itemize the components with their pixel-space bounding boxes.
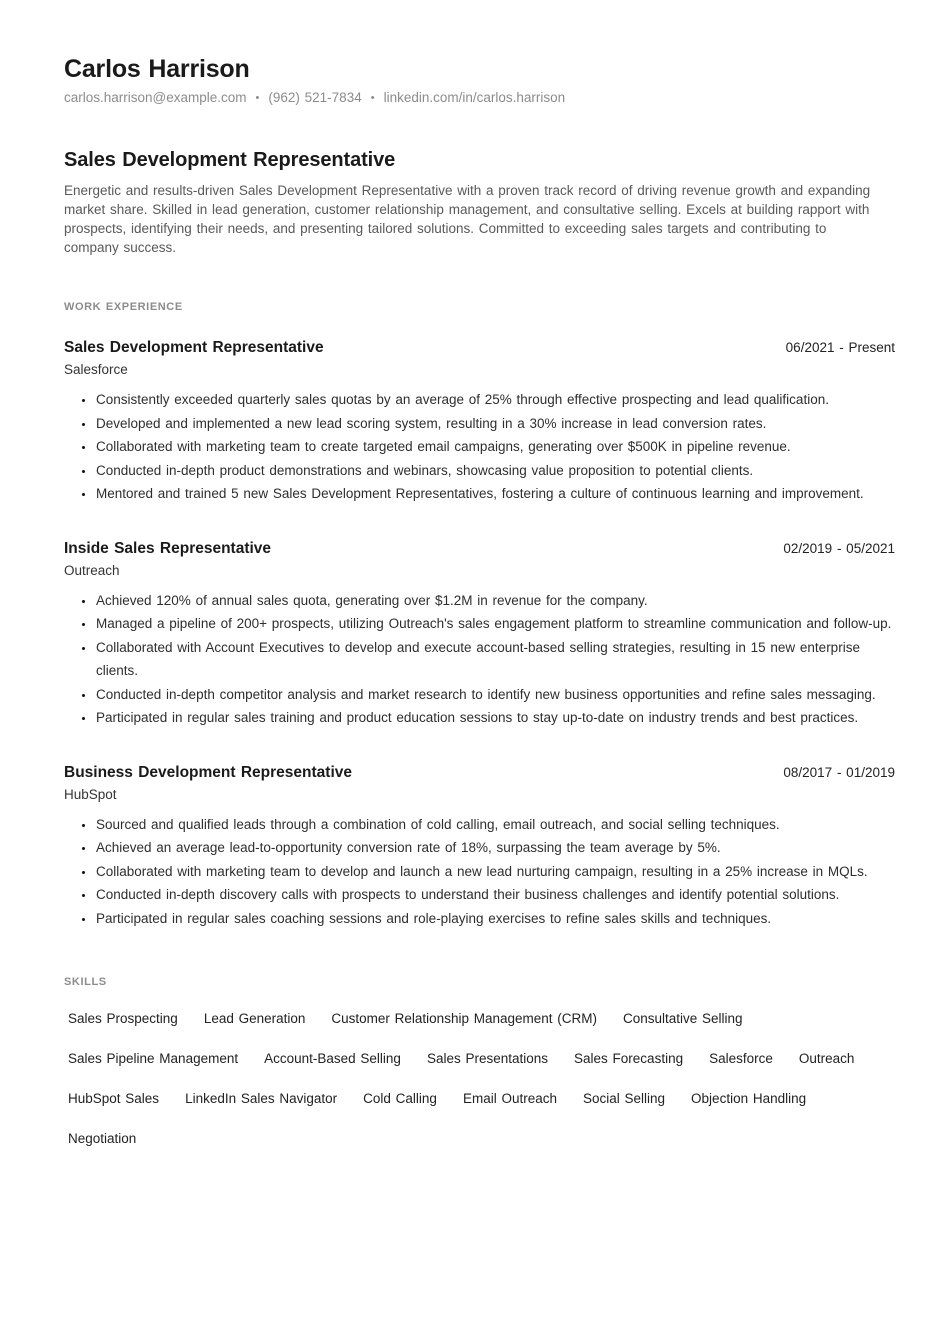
skill-item: Social Selling <box>583 1091 666 1107</box>
job-bullet: • Managed a pipeline of 200+ prospects, utilizing Outreach's sales engagement platform to streamline communication and follow-up. <box>95 612 895 636</box>
job-bullet-list <box>64 388 895 506</box>
resume-header <box>64 54 895 105</box>
skill-item: Cold Calling <box>363 1091 437 1107</box>
job-bullet: • Achieved 120% of annual sales quota, generating over $1.2M in revenue for the company. <box>95 589 895 613</box>
job-bullet: • Participated in regular sales coaching sessions and role-playing exercises to refine sales skills and techniques. <box>95 907 895 931</box>
job-dates: 08/2017 - 01/2019 <box>783 764 895 780</box>
job-bullet: • Conducted in-depth product demonstrations and webinars, showcasing value proposition to potential clients. <box>95 459 895 483</box>
skill-item: Objection Handling <box>691 1091 807 1107</box>
job-bullet: • Collaborated with marketing team to create targeted email campaigns, generating over $500K in pipeline revenue. <box>95 435 895 459</box>
job-bullet: • Participated in regular sales training and product education sessions to stay up-to-date on industry trends and best practices. <box>95 706 895 730</box>
skill-item: Outreach <box>798 1051 855 1067</box>
skill-item: Email Outreach <box>462 1091 557 1107</box>
job-header <box>64 540 895 558</box>
skill-item: Consultative Selling <box>623 1011 743 1027</box>
jobs-list <box>64 339 895 930</box>
job-bullet-list <box>64 813 895 931</box>
skills-list <box>64 1010 895 1148</box>
section-label-skills: SKILLS <box>64 976 107 989</box>
skill-item: Lead Generation <box>203 1011 306 1027</box>
resume-title: Sales Development Representative <box>64 149 396 172</box>
job-bullet: • Consistently exceeded quarterly sales quotas by an average of 25% through effective prospecting and lead qualification. <box>95 388 895 412</box>
job-bullet: • Conducted in-depth discovery calls with prospects to understand their business challenges and identify potential solutions. <box>95 883 895 907</box>
skill-item: Salesforce <box>709 1051 773 1067</box>
skill-item: HubSpot Sales <box>68 1091 160 1107</box>
job-dates: 06/2021 - Present <box>785 340 895 356</box>
contact-email: carlos.harrison@example.com <box>64 90 247 106</box>
skill-item: Account-Based Selling <box>264 1051 401 1067</box>
job-entry <box>64 339 895 506</box>
person-name: Carlos Harrison <box>64 55 250 83</box>
contact-separator-dot: • <box>370 91 375 104</box>
job-bullet-list <box>64 589 895 730</box>
job-entry <box>64 540 895 730</box>
profile-section <box>64 149 895 257</box>
skill-item: Sales Prospecting <box>68 1011 178 1027</box>
section-label-work-experience: WORK EXPERIENCE <box>64 301 183 314</box>
contact-linkedin: linkedin.com/in/carlos.harrison <box>383 90 566 106</box>
job-company: Outreach <box>64 562 120 578</box>
skill-item: Sales Pipeline Management <box>68 1051 239 1067</box>
job-bullet: • Developed and implemented a new lead scoring system, resulting in a 30% increase in lead conversion rates. <box>95 412 895 436</box>
skill-item: Customer Relationship Management (CRM) <box>331 1011 597 1027</box>
job-entry <box>64 764 895 931</box>
job-title: Sales Development Representative <box>64 339 324 357</box>
contact-separator-dot: • <box>255 91 260 104</box>
skill-item: Negotiation <box>68 1131 137 1147</box>
job-company: HubSpot <box>64 786 117 802</box>
work-experience-section <box>64 301 895 930</box>
job-dates: 02/2019 - 05/2021 <box>783 540 895 556</box>
job-bullet: • Conducted in-depth competitor analysis and market research to identify new business opportunities and refine sales messaging. <box>95 683 895 707</box>
skills-section <box>64 976 895 1148</box>
job-bullet: • Achieved an average lead-to-opportunity conversion rate of 18%, surpassing the team average by 5%. <box>95 836 895 860</box>
skill-item: LinkedIn Sales Navigator <box>185 1091 338 1107</box>
skill-item: Sales Presentations <box>426 1051 549 1067</box>
job-company: Salesforce <box>64 362 128 378</box>
contact-phone: (962) 521-7834 <box>268 90 362 106</box>
job-header <box>64 339 895 357</box>
job-bullet: • Collaborated with Account Executives to develop and execute account-based selling strategies, resulting in 15 new enterprise clients. <box>95 636 895 683</box>
job-title: Inside Sales Representative <box>64 539 272 557</box>
job-title: Business Development Representative <box>64 763 352 781</box>
job-bullet: • Mentored and trained 5 new Sales Development Representatives, fostering a culture of continuous learning and improvement. <box>95 482 895 506</box>
job-header <box>64 764 895 782</box>
profile-summary: Energetic and results-driven Sales Development Representative with a proven track record of driving revenue growth and expanding market share. Skilled in lead generation, customer relationship management, and consultative selling. Excels at building rapport with prospects, identifying their needs, and presenting tailored solutions. Committed to exceeding sales targets and contributing to company success. <box>64 183 871 256</box>
skill-item: Sales Forecasting <box>574 1051 684 1067</box>
contact-line <box>64 90 895 105</box>
job-bullet: • Sourced and qualified leads through a combination of cold calling, email outreach, and social selling techniques. <box>95 813 895 837</box>
job-bullet: • Collaborated with marketing team to develop and launch a new lead nurturing campaign, resulting in a 25% increase in MQLs. <box>95 860 895 884</box>
